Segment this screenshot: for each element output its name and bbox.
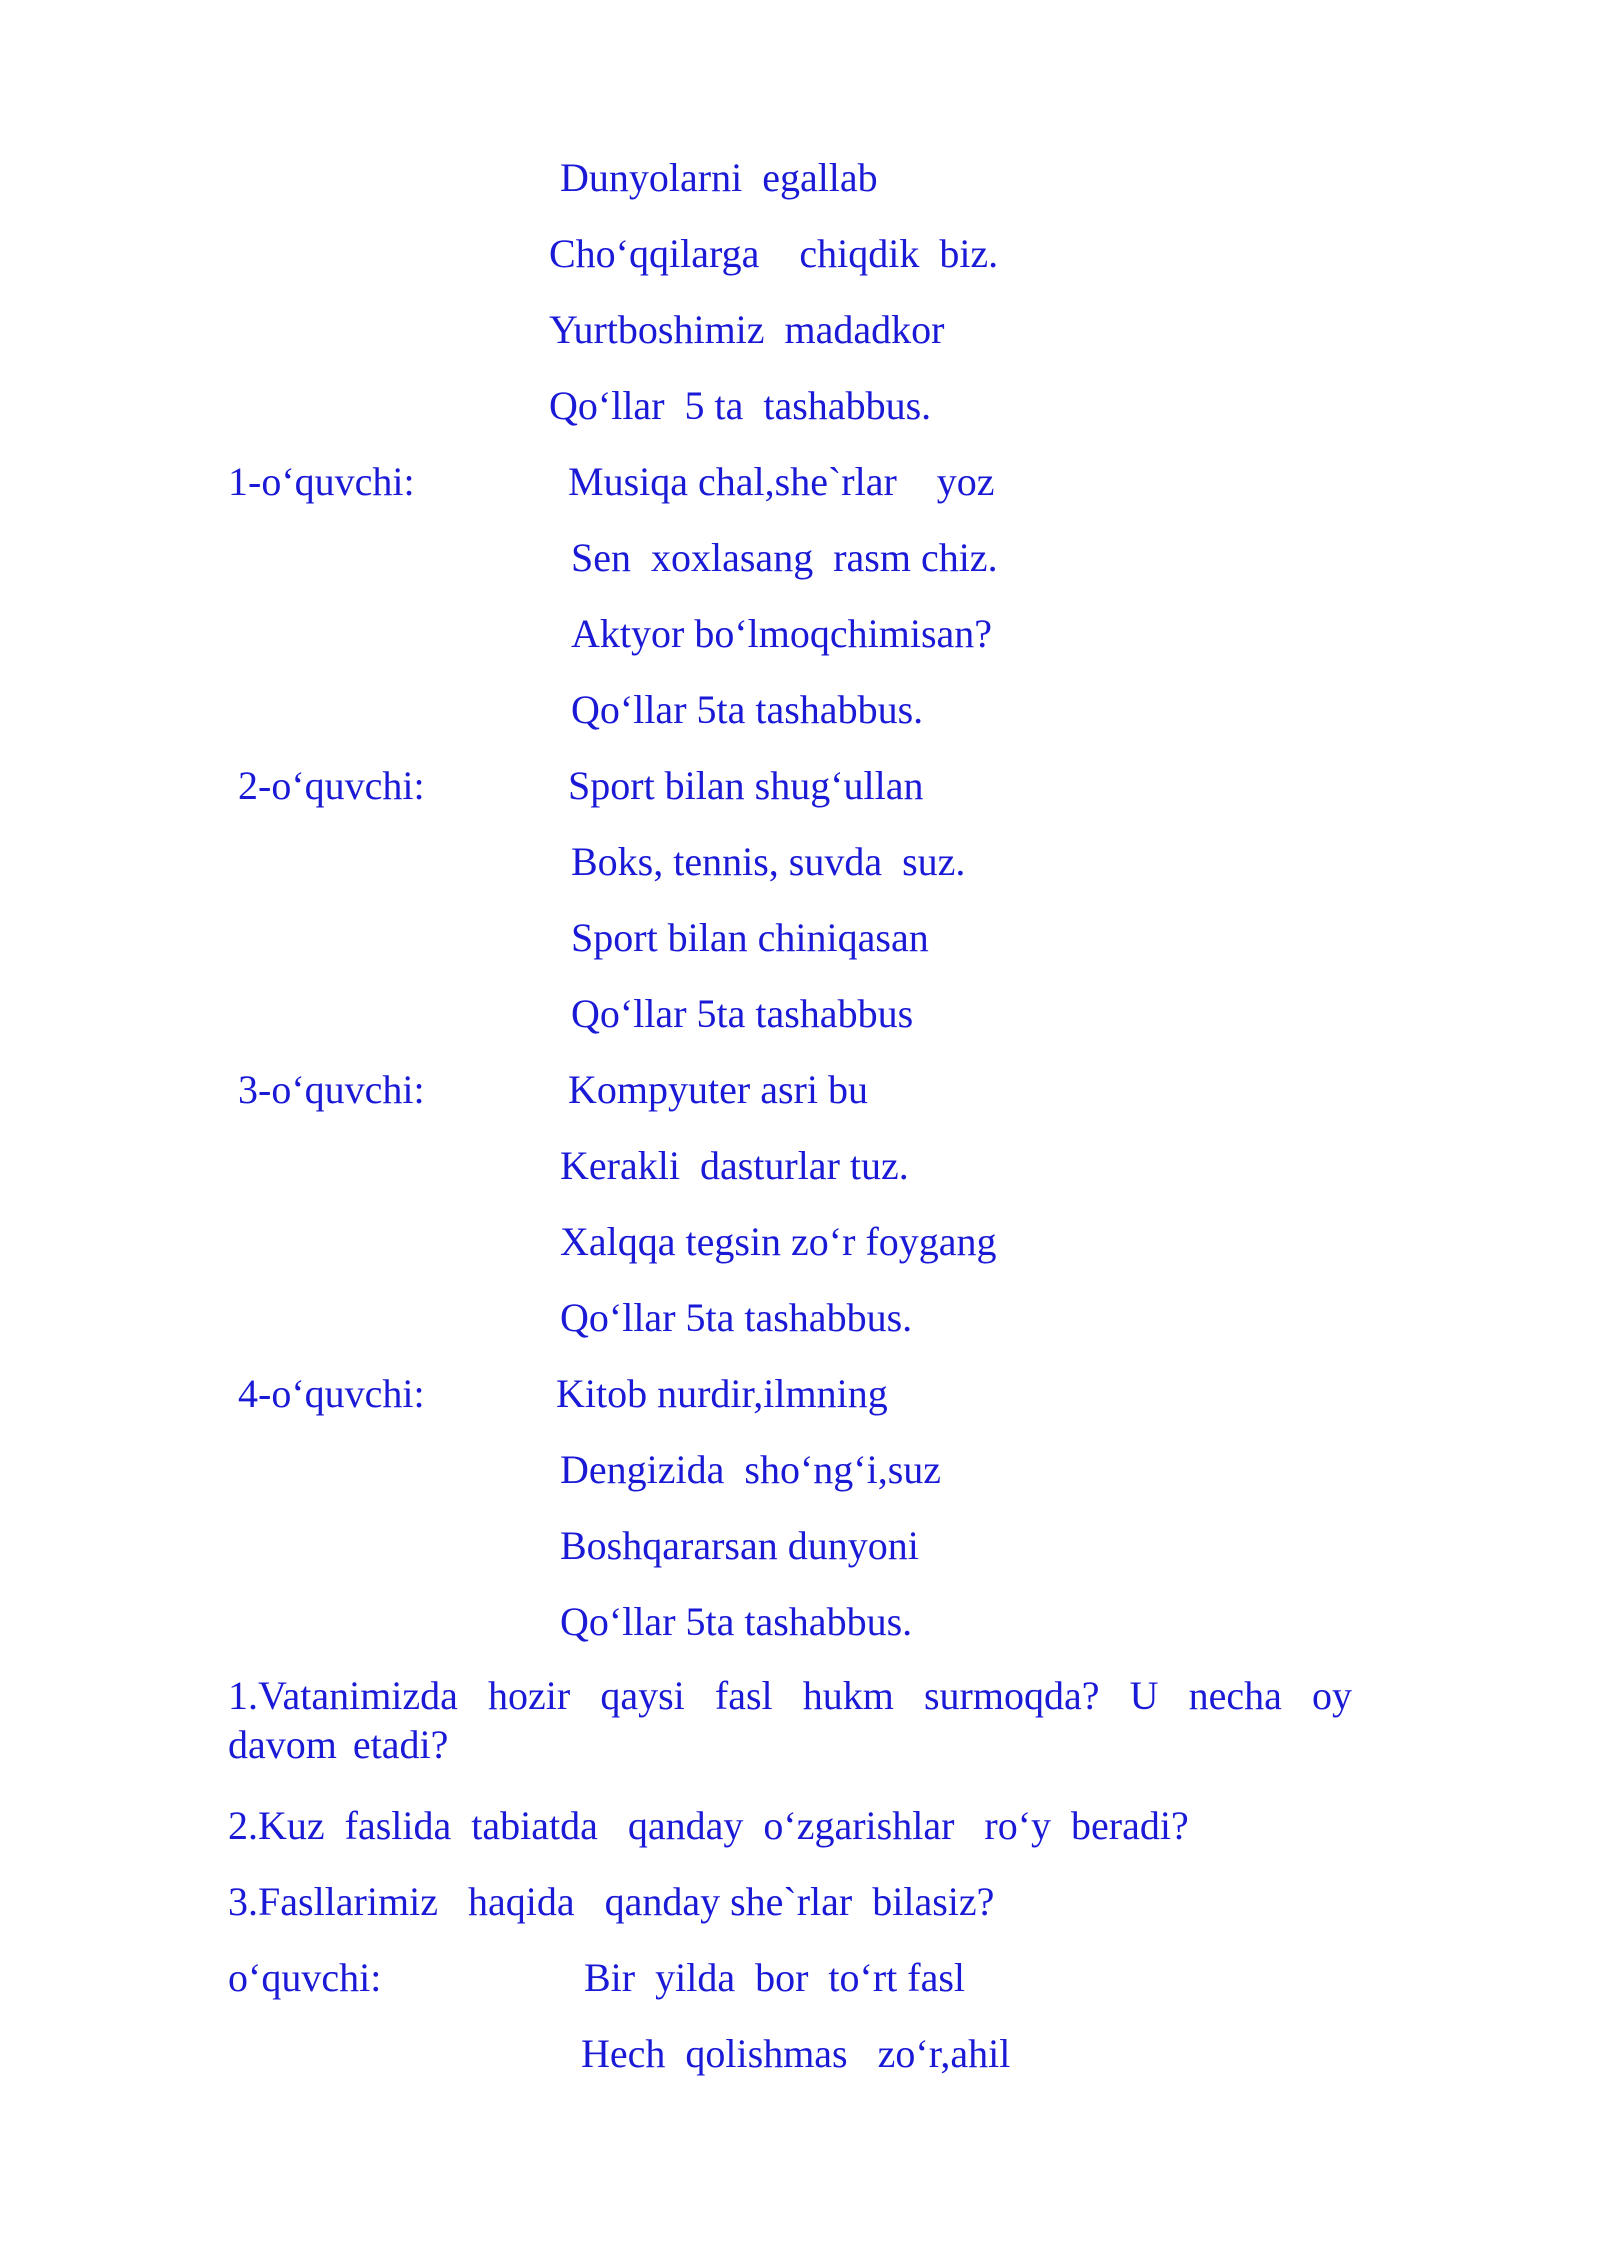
poem-line: Kompyuter asri bu — [568, 1067, 868, 1112]
poem-line: Qo‘llar 5ta tashabbus. — [571, 687, 924, 732]
poem-line: Qo‘llar 5ta tashabbus. — [560, 1599, 913, 1644]
poem-line: Yurtboshimiz madadkor — [549, 307, 945, 352]
poem-line: Sen xoxlasang rasm chiz. — [571, 535, 998, 580]
speaker-label: 1-o‘quvchi: — [228, 459, 415, 504]
poem-line: Bir yilda bor to‘rt fasl — [584, 1955, 966, 2000]
poem-line: Boshqararsan dunyoni — [560, 1523, 919, 1568]
poem-line: Sport bilan chiniqasan — [571, 915, 929, 960]
poem-line: Qo‘llar 5ta tashabbus. — [560, 1295, 913, 1340]
poem-line: Musiqa chal,she`rlar yoz — [568, 459, 995, 504]
speaker-label: o‘quvchi: — [228, 1955, 382, 2000]
question: 2.Kuz faslida tabiatda qanday o‘zgarishlar ro‘y beradi? — [228, 1803, 1189, 1848]
question: 1.Vatanimizda hozir qaysi fasl hukm surmoqda? U necha oy davom etadi? — [228, 1673, 1352, 1767]
speaker-label: 3-o‘quvchi: — [238, 1067, 425, 1112]
poem-line: Kitob nurdir,ilmning — [556, 1371, 888, 1416]
poem-line: Hech qolishmas zo‘r,ahil — [581, 2031, 1011, 2076]
poem-line: Aktyor bo‘lmoqchimisan? — [571, 611, 993, 656]
speaker-label: 2-o‘quvchi: — [238, 763, 425, 808]
poem-line: Qo‘llar 5 ta tashabbus. — [549, 383, 932, 428]
poem-line: Kerakli dasturlar tuz. — [560, 1143, 909, 1188]
question: 3.Fasllarimiz haqida qanday she`rlar bilasiz? — [228, 1879, 995, 1924]
poem-line: Qo‘llar 5ta tashabbus — [571, 991, 914, 1036]
poem-line: Sport bilan shug‘ullan — [568, 763, 924, 808]
poem-line: Cho‘qqilarga chiqdik biz. — [549, 231, 999, 276]
speaker-label: 4-o‘quvchi: — [238, 1371, 425, 1416]
poem-line: Boks, tennis, suvda suz. — [571, 839, 966, 884]
poem-line: Dunyolarni egallab — [560, 155, 878, 200]
poem-line: Dengizida sho‘ng‘i,suz — [560, 1447, 942, 1492]
poem-line: Xalqqa tegsin zo‘r foygang — [560, 1219, 997, 1264]
